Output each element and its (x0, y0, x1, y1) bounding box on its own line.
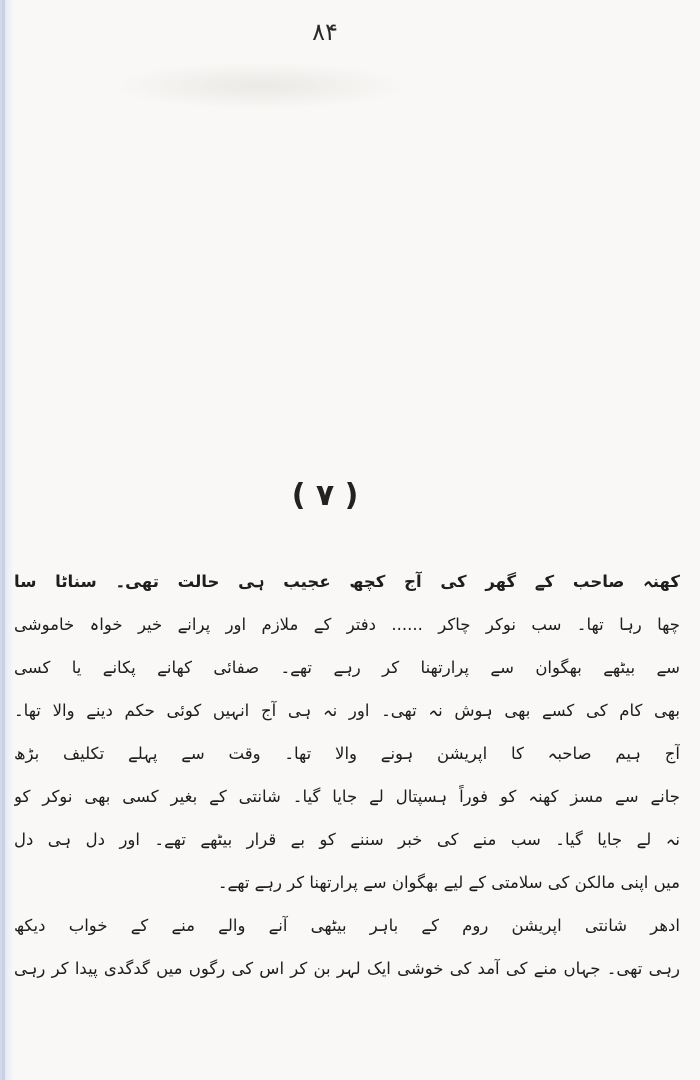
page-edge (2, 0, 5, 1080)
text-line-7: نہ لے جایا گیا۔ سب منے کی خبر سننے کو بے قرار بیٹھے تھے۔ اور دل ہی دل (14, 830, 680, 849)
chapter-heading: ( ۷ ) (291, 478, 359, 513)
text-line-2: چھا رہا تھا۔ سب نوکر چاکر ...... دفتر کے ملازم اور پرانے خیر خواہ خاموشی (14, 615, 680, 634)
text-line-4: بھی کام کی کسے بھی ہوش نہ تھی۔ اور نہ ہی آج انہیں کوئی حکم دینے والا تھا۔ (14, 701, 680, 720)
text-line-1: کھنہ صاحب کے گھر کی آج کچھ عجیب ہی حالت تھی۔ سناٹا سا (14, 572, 680, 591)
text-line-9: ادھر شانتی اپریشن روم کے باہر بیٹھی آنے والے منے کے خواب دیکھ (14, 916, 680, 935)
text-line-8: میں اپنی مالکن کی سلامتی کے لیے بھگوان سے پرارتھنا کر رہے تھے۔ (217, 873, 680, 892)
text-line-3: سے بیٹھے بھگوان سے پرارتھنا کر رہے تھے۔ صفائی کھانے پکانے یا کسی (14, 658, 680, 677)
text-line-5: آج ہیم صاحبہ کا اپریشن ہونے والا تھا۔ وقت سے پہلے تکلیف بڑھ (14, 744, 680, 763)
text-line-10: رہی تھی۔ جہاں منے کی آمد کی خوشی ایک لہر بن کر اس کی رگوں میں گدگدی پیدا کر رہی (14, 959, 680, 978)
page-number: ۸۴ (312, 18, 338, 46)
text-line-6: جانے سے مسز کھنہ کو فوراً ہسپتال لے جایا گیا۔ شانتی کے بغیر کسی بھی نوکر کو (14, 787, 680, 806)
body-text (14, 560, 680, 990)
ink-bleed-through (110, 62, 410, 110)
